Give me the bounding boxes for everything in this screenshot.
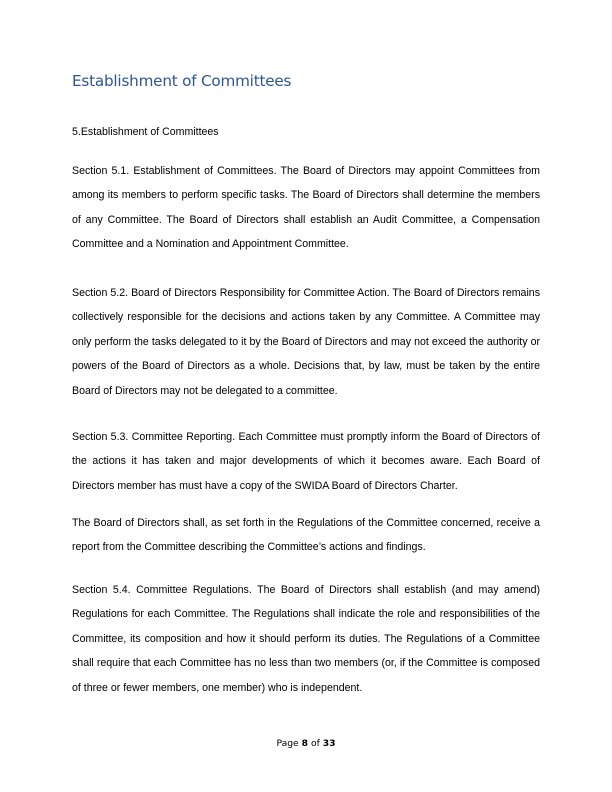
current-page-number: 8: [301, 738, 309, 749]
page-prefix: Page: [276, 738, 299, 749]
paragraph-section-5-4: Section 5.4. Committee Regulations. The Board of Directors shall establish (and may amend) Regulations for each Committee. The Regulations shall indicate the role and responsibilities of the Committee, its composition and how it should perform its duties. The Regulations of a Committee shall require that each Committee has no less than two members (or, if the Committee is composed of three or fewer members, one member) who is independent.: [72, 584, 540, 694]
section-heading: Establishment of Committees: [72, 72, 292, 90]
paragraph-section-5-2: Section 5.2. Board of Directors Responsibility for Committee Action. The Board of Directors remains collectively responsible for the decisions and actions taken by any Committee. A Committee may only perform the tasks delegated to it by the Board of Directors and may not exceed the authority or powers of the Board of Directors as a whole. Decisions that, by law, must be taken by the entire Board of Directors may not be delegated to a committee.: [72, 287, 540, 397]
paragraph-section-5-1: Section 5.1. Establishment of Committees. The Board of Directors may appoint Committees from among its members to perform specific tasks. The Board of Directors shall determine the members of any Committee. The Board of Directors shall establish an Audit Committee, a Compensation Committee and a Nomination and Appointment Committee.: [72, 165, 540, 251]
paragraph-section-5-3: Section 5.3. Committee Reporting. Each Committee must promptly inform the Board of Directors of the actions it has taken and major developments of which it becomes aware. Each Board of Directors member has must have a copy of the SWIDA Board of Directors Charter.: [72, 431, 540, 492]
paragraph-report: The Board of Directors shall, as set forth in the Regulations of the Committee concerned, receive a report from the Committee describing the Committee’s actions and findings.: [72, 517, 540, 554]
section-subheading: 5.Establishment of Committees: [72, 126, 219, 138]
total-page-count: 33: [322, 738, 336, 749]
page-footer: [0, 738, 612, 749]
of-label: of: [310, 738, 320, 749]
